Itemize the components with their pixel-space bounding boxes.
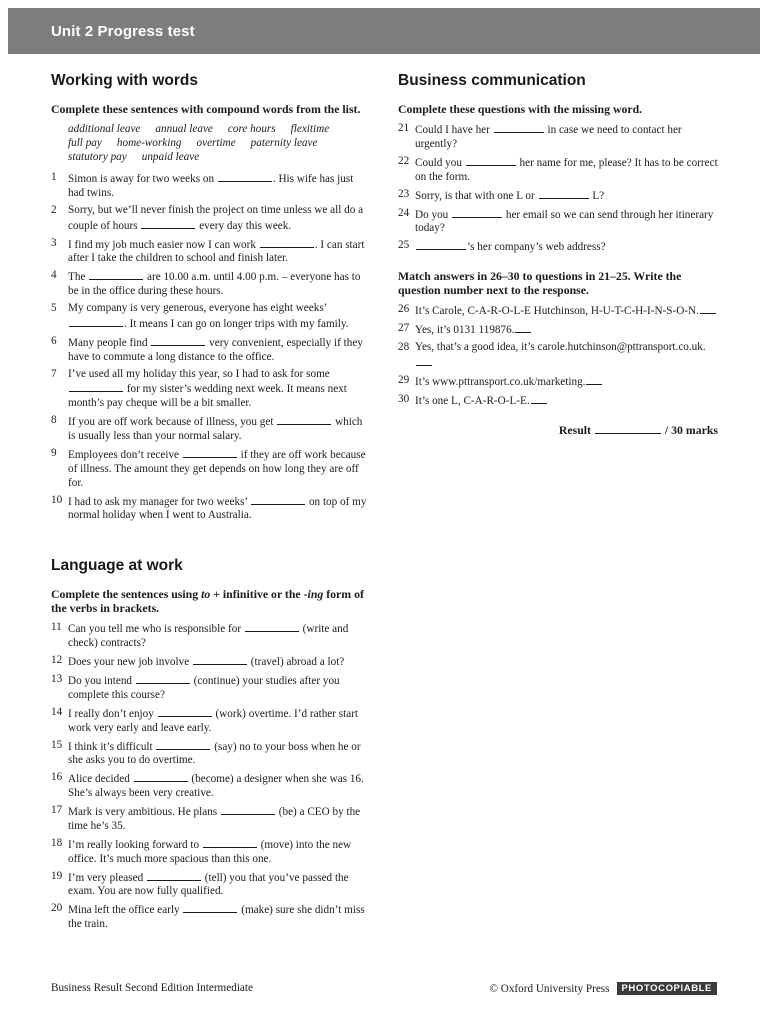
question-item [51, 204, 371, 234]
question-number: 2 [51, 203, 57, 216]
question-text: I find my job much easier now I can work [68, 238, 259, 251]
question-number: 23 [398, 187, 410, 200]
question-text: L? [589, 189, 605, 202]
question-item [51, 902, 371, 932]
instruction-working-with-words: Complete these sentences with compound words from the list. [51, 102, 361, 116]
question-text: The [68, 271, 89, 284]
question-text: Mina left the office early [68, 904, 183, 917]
question-item [398, 393, 718, 409]
question-text: (continue) your studies after you complete this course? [68, 674, 340, 701]
result-blank[interactable] [595, 423, 661, 434]
question-number: 29 [398, 373, 410, 386]
question-number: 20 [51, 902, 63, 915]
footer-book-title: Business Result Second Edition Intermediate [51, 982, 253, 994]
question-number: 6 [51, 334, 57, 347]
question-item [51, 269, 371, 299]
question-text: which is usually less than your normal salary. [68, 416, 363, 443]
instruction-complete-questions: Complete these questions with the missing word. [398, 102, 643, 116]
question-item [51, 673, 371, 703]
question-number: 11 [51, 621, 62, 634]
word-list-item: core hours [227, 123, 276, 135]
question-text: If you are off work because of illness, you get [68, 416, 277, 429]
question-text: . It means I can go on longer trips with my family. [124, 317, 349, 330]
question-number: 25 [398, 239, 410, 252]
answer-blank[interactable] [147, 870, 201, 881]
language-at-work-list [51, 621, 371, 932]
question-text: her name for me, please? It has to be correct on the form. [415, 156, 718, 183]
answer-blank[interactable] [221, 804, 275, 815]
question-item [398, 239, 718, 255]
question-item [398, 188, 718, 204]
question-number: 3 [51, 236, 57, 249]
question-item [398, 374, 718, 390]
question-text: . His wife has just had twins. [68, 173, 354, 199]
question-number: 30 [398, 392, 410, 405]
answer-blank[interactable] [193, 654, 247, 665]
section-heading-business-communication: Business communication [398, 72, 586, 89]
question-text: (become) a designer when she was 16. She’s always been very creative. [68, 773, 364, 800]
section-heading-language-at-work: Language at work [51, 557, 183, 575]
question-text: Sorry, but we’ll never finish the project on time unless we all do a couple of hours [68, 203, 364, 232]
question-text: Could I have her [415, 124, 493, 136]
result-line: Result / 30 marks [558, 422, 718, 437]
question-text: . I can start after I take the children to school and finish later. [68, 238, 365, 265]
answer-blank[interactable] [586, 374, 602, 385]
question-number: 19 [51, 869, 63, 882]
question-text: (say) no to your boss when he or she asks you to do overtime. [68, 740, 361, 767]
answer-blank[interactable] [700, 303, 716, 314]
question-item [51, 804, 371, 834]
photocopiable-badge: PHOTOCOPIABLE [617, 982, 718, 995]
question-text: I’m very pleased [68, 871, 146, 884]
question-text: Do you [415, 208, 452, 221]
question-text: (move) into the new office. It’s much more spacious than this one. [68, 838, 352, 865]
answer-blank[interactable] [245, 621, 299, 632]
question-text: (tell) you that you’ve passed the exam. You are now fully qualified. [68, 871, 349, 898]
question-text: (write and check) contracts? [68, 623, 349, 650]
word-list-item: annual leave [155, 123, 213, 135]
question-text: are 10.00 a.m. until 4.00 p.m. – everyone has to be in the office during these hours. [68, 271, 361, 298]
question-number: 28 [398, 341, 410, 354]
footer-copyright: © Oxford University Press PHOTOCOPIABLE [489, 982, 717, 995]
word-list-item: home-working [116, 137, 182, 149]
question-text: Yes, that’s a good idea, it’s carole.hutchinson@pttransport.co.uk. [415, 341, 706, 354]
word-list-item: overtime [196, 137, 236, 149]
answer-blank[interactable] [134, 771, 188, 782]
question-item [398, 322, 718, 338]
question-number: 27 [398, 322, 410, 335]
answer-blank[interactable] [218, 171, 272, 182]
question-item [51, 837, 371, 867]
question-text: (work) overtime. I’d rather start work very early and leave early. [68, 707, 359, 734]
answer-blank[interactable] [151, 335, 205, 346]
word-list-item: unpaid leave [141, 151, 200, 163]
question-item [398, 122, 718, 152]
question-text: Simon is away for two weeks on [68, 173, 217, 185]
word-list-item: flexitime [290, 123, 330, 135]
question-text: Could you [415, 156, 465, 169]
question-number: 21 [398, 122, 410, 134]
question-text: if they are off work because of illness. The amount they get depends on how long they are off for. [68, 449, 366, 489]
answer-blank[interactable] [136, 673, 190, 684]
question-text: ’s her company’s web address? [467, 241, 606, 254]
answer-blank[interactable] [203, 837, 257, 848]
word-list-item: statutory pay [68, 151, 127, 163]
answer-blank[interactable] [69, 316, 123, 327]
question-item [51, 447, 371, 490]
answer-blank[interactable] [183, 902, 237, 913]
question-item [51, 870, 371, 900]
answer-blank[interactable] [515, 322, 531, 333]
question-text: I’m really looking forward to [68, 838, 202, 851]
question-number: 9 [51, 447, 57, 460]
question-text: very convenient, especially if they have to commute a long distance to the office. [68, 336, 363, 363]
question-text: Alice decided [68, 773, 133, 786]
question-text: (be) a CEO by the time he’s 35. [68, 806, 361, 832]
word-list-item: additional leave [68, 123, 141, 135]
question-number: 14 [51, 705, 63, 718]
question-number: 12 [51, 654, 63, 666]
question-number: 16 [51, 771, 63, 784]
question-text: Employees don’t receive [68, 449, 182, 462]
instruction-language-at-work: Complete the sentences using to + infinitive or the -ing form of the verbs in brackets. [51, 587, 364, 616]
answer-blank[interactable] [158, 706, 212, 717]
business-answers-list [398, 303, 718, 409]
answer-blank[interactable] [69, 381, 123, 392]
answer-blank[interactable] [531, 393, 547, 404]
answer-blank[interactable] [416, 355, 432, 366]
word-list-item: paternity leave [250, 137, 318, 149]
question-text: I think it’s difficult [68, 740, 156, 753]
question-text: It’s www.pttransport.co.uk/marketing. [415, 375, 586, 388]
question-item [51, 237, 371, 267]
answer-blank[interactable] [89, 269, 143, 280]
question-text: (travel) abroad a lot? [247, 656, 345, 668]
answer-blank[interactable] [183, 447, 237, 458]
question-item [398, 155, 718, 185]
word-list [68, 122, 368, 164]
question-item [398, 207, 718, 237]
answer-blank[interactable] [416, 239, 466, 250]
question-text: her email so we can send through her itinerary today? [415, 208, 714, 235]
question-text: Do you intend [68, 674, 135, 687]
business-questions-list [398, 122, 718, 255]
question-item [51, 368, 371, 411]
question-item [51, 654, 371, 670]
question-text: I’ve used all my holiday this year, so I had to ask for some [68, 367, 330, 380]
question-number: 1 [51, 171, 57, 183]
question-number: 26 [398, 303, 410, 316]
question-text: Can you tell me who is responsible for [68, 623, 244, 636]
question-text: in case we need to contact her urgently? [415, 124, 682, 150]
question-item [51, 739, 371, 769]
answer-blank[interactable] [466, 155, 516, 166]
page-title: Unit 2 Progress test [51, 23, 195, 40]
question-item [51, 621, 371, 651]
question-number: 8 [51, 414, 57, 427]
question-item [398, 341, 718, 371]
question-number: 4 [51, 269, 57, 282]
question-item [51, 494, 371, 524]
question-number: 17 [51, 804, 63, 817]
question-text: on top of my normal holiday when I went to Australia. [68, 495, 367, 522]
question-number: 7 [51, 367, 57, 380]
question-text: Many people find [68, 336, 151, 349]
question-text: I really don’t enjoy [68, 707, 157, 720]
question-number: 13 [51, 672, 63, 685]
question-text: for my sister’s wedding next week. It means next month’s pay cheque will be a bit smaller. [68, 383, 347, 410]
right-column [398, 72, 718, 438]
question-number: 18 [51, 836, 63, 849]
answer-blank[interactable] [260, 237, 314, 248]
question-text: Mark is very ambitious. He plans [68, 806, 220, 819]
question-item [51, 171, 371, 201]
answer-blank[interactable] [156, 739, 210, 750]
question-text: Does your new job involve [68, 656, 192, 668]
question-item [51, 335, 371, 365]
section-heading-working-with-words: Working with words [51, 72, 198, 89]
working-with-words-list [51, 171, 371, 523]
question-item [51, 414, 371, 444]
question-item [51, 302, 371, 332]
question-text: Yes, it’s 0131 119876. [415, 324, 515, 337]
question-number: 15 [51, 738, 63, 751]
question-text: It’s one L, C-A-R-O-L-E. [415, 394, 530, 407]
answer-blank[interactable] [141, 218, 195, 229]
question-text: It’s Carole, C-A-R-O-L-E Hutchinson, H-U-T-C-H-I-N-S-O-N. [415, 305, 699, 318]
instruction-match-answers: Match answers in 26–30 to questions in 21–25. Write the question number next to the response. [398, 269, 682, 298]
question-text: every day this week. [196, 219, 292, 232]
question-number: 5 [51, 302, 57, 315]
question-text: My company is very generous, everyone has eight weeks’ [68, 302, 327, 315]
answer-blank[interactable] [494, 122, 544, 133]
question-item [51, 706, 371, 736]
question-text: I had to ask my manager for two weeks’ [68, 495, 251, 508]
question-number: 10 [51, 493, 63, 506]
question-text: Sorry, is that with one L or [415, 189, 538, 202]
answer-blank[interactable] [277, 414, 331, 425]
question-text: (make) sure she didn’t miss the train. [68, 904, 365, 931]
question-item [398, 303, 718, 319]
answer-blank[interactable] [452, 207, 502, 218]
answer-blank[interactable] [539, 188, 589, 199]
question-number: 22 [398, 154, 410, 167]
left-column [51, 72, 371, 935]
answer-blank[interactable] [251, 494, 305, 505]
header-banner [8, 8, 760, 54]
word-list-item: full pay [68, 137, 102, 149]
question-item [51, 771, 371, 801]
question-number: 24 [398, 206, 410, 219]
